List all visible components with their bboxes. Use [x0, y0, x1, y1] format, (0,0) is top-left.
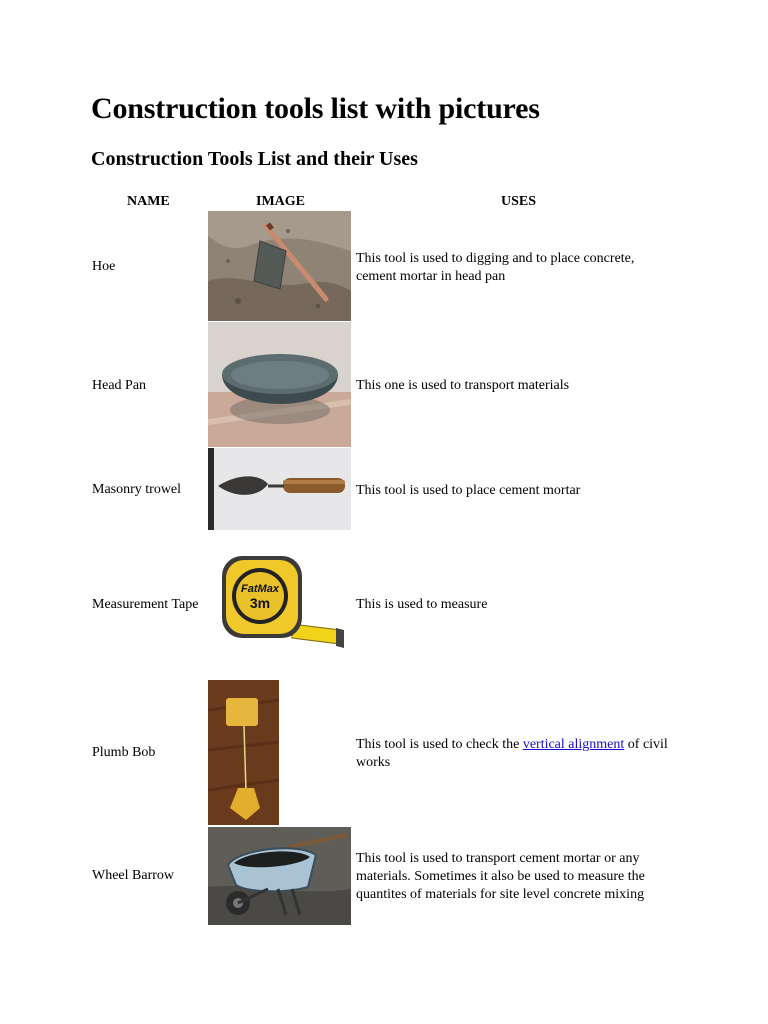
column-header-uses: USES: [501, 194, 537, 209]
tool-use: [356, 736, 676, 772]
column-header-name: NAME: [127, 194, 170, 209]
tool-name: Plumb Bob: [92, 745, 156, 760]
plumb-bob-icon: [208, 680, 279, 825]
tool-use: This tool is used to place cement mortar: [356, 483, 581, 498]
page-title: Construction tools list with pictures: [91, 92, 540, 125]
section-heading: Construction Tools List and their Uses: [91, 148, 418, 170]
tool-name: Masonry trowel: [92, 482, 182, 497]
tool-use: This tool is used to digging and to place concrete, cement mortar in head pan: [356, 251, 635, 284]
hoe-icon: [208, 211, 351, 321]
head-pan-icon: [208, 322, 351, 447]
vertical-alignment-link[interactable]: vertical alignment: [522, 737, 625, 752]
column-header-image: IMAGE: [256, 194, 305, 209]
tool-name: Measurement Tape: [92, 597, 199, 612]
tape-brand-label: FatMax: [241, 583, 279, 595]
tool-name: Hoe: [92, 259, 116, 274]
tool-use-text: This tool is used to check the: [356, 737, 523, 752]
tool-use: This is used to measure: [356, 597, 488, 612]
tool-use-text: of civil works: [356, 737, 668, 770]
tool-use: This one is used to transport materials: [356, 378, 570, 393]
tool-name: Wheel Barrow: [92, 868, 175, 883]
wheelbarrow-icon: [208, 827, 351, 925]
tape-size-label: 3m: [249, 595, 271, 611]
measuring-tape-icon: [208, 548, 351, 660]
trowel-icon: [208, 448, 351, 530]
tool-use: This tool is used to transport cement mortar or any materials. Sometimes it also be used to measure the quantites of materials for site level concrete mixing: [356, 851, 645, 902]
tool-name: Head Pan: [92, 378, 147, 393]
